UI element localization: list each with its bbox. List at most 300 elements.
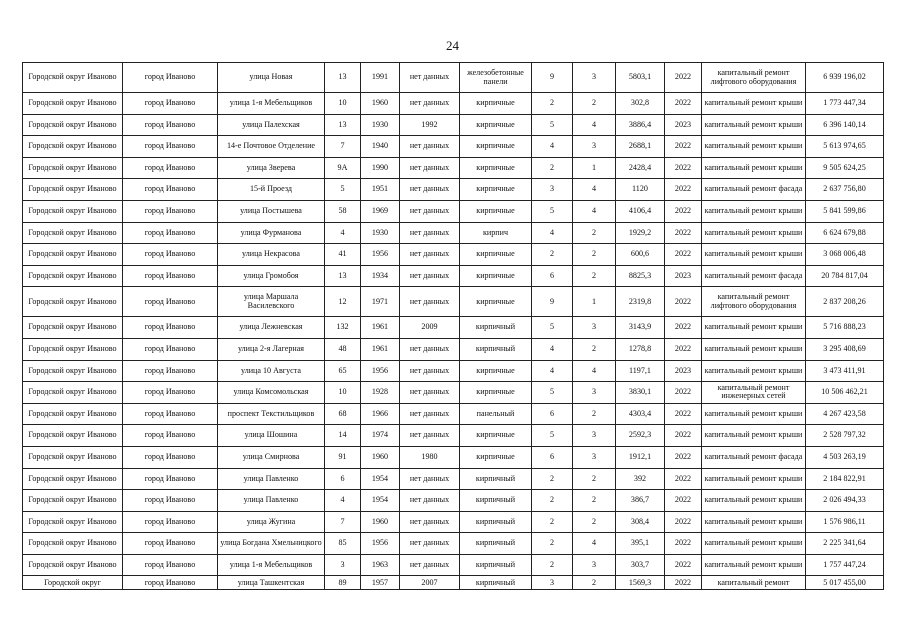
table-row — [23, 265, 884, 287]
okrug-cell: Городской округ Иваново — [23, 200, 123, 222]
work-type-cell: капитальный ремонт фасада — [702, 179, 806, 201]
house-cell: 41 — [325, 244, 361, 266]
area-cell: 2319,8 — [616, 287, 665, 317]
street-cell: улица 2-я Лагерная — [218, 338, 325, 360]
entrances-cell: 2 — [573, 222, 616, 244]
entrances-cell: 4 — [573, 360, 616, 382]
plan-year-cell: 2022 — [665, 511, 702, 533]
entrances-cell: 4 — [573, 533, 616, 555]
cost-cell: 2 528 797,32 — [806, 425, 884, 447]
floors-cell: 9 — [532, 287, 573, 317]
city-cell: город Иваново — [123, 403, 218, 425]
area-cell: 395,1 — [616, 533, 665, 555]
year-renov-cell: нет данных — [400, 244, 460, 266]
work-type-cell: капитальный ремонт крыши — [702, 114, 806, 136]
plan-year-cell: 2023 — [665, 265, 702, 287]
city-cell: город Иваново — [123, 554, 218, 576]
year-built-cell: 1928 — [361, 382, 400, 404]
floors-cell: 3 — [532, 179, 573, 201]
year-built-cell: 1951 — [361, 179, 400, 201]
year-built-cell: 1974 — [361, 425, 400, 447]
cost-cell: 5 716 888,23 — [806, 317, 884, 339]
area-cell: 2428,4 — [616, 157, 665, 179]
street-cell: улица Маршала Василевского — [218, 287, 325, 317]
street-cell: улица Ташкентская — [218, 576, 325, 590]
wall-material-cell: панельный — [460, 403, 532, 425]
okrug-cell: Городской округ Иваново — [23, 533, 123, 555]
floors-cell: 5 — [532, 317, 573, 339]
cost-cell: 1 576 986,11 — [806, 511, 884, 533]
okrug-cell: Городской округ Иваново — [23, 403, 123, 425]
year-renov-cell: нет данных — [400, 403, 460, 425]
street-cell: проспект Текстильщиков — [218, 403, 325, 425]
table-row — [23, 157, 884, 179]
year-renov-cell: нет данных — [400, 468, 460, 490]
plan-year-cell: 2022 — [665, 425, 702, 447]
work-type-cell: капитальный ремонт крыши — [702, 554, 806, 576]
year-renov-cell: нет данных — [400, 136, 460, 158]
area-cell: 2688,1 — [616, 136, 665, 158]
street-cell: улица Комсомольская — [218, 382, 325, 404]
house-cell: 5 — [325, 179, 361, 201]
plan-year-cell: 2022 — [665, 63, 702, 93]
year-renov-cell: 2007 — [400, 576, 460, 590]
cost-cell: 5 017 455,00 — [806, 576, 884, 590]
street-cell: улица Павленко — [218, 490, 325, 512]
plan-year-cell: 2022 — [665, 533, 702, 555]
okrug-cell: Городской округ Иваново — [23, 425, 123, 447]
street-cell: улица Шошина — [218, 425, 325, 447]
table-row — [23, 446, 884, 468]
cost-cell: 6 939 196,02 — [806, 63, 884, 93]
street-cell: 14-е Почтовое Отделение — [218, 136, 325, 158]
house-cell: 48 — [325, 338, 361, 360]
year-built-cell: 1954 — [361, 468, 400, 490]
floors-cell: 4 — [532, 360, 573, 382]
cost-cell: 4 267 423,58 — [806, 403, 884, 425]
wall-material-cell: кирпичные — [460, 93, 532, 115]
cost-cell: 10 506 462,21 — [806, 382, 884, 404]
plan-year-cell: 2022 — [665, 490, 702, 512]
street-cell: улица Палехская — [218, 114, 325, 136]
wall-material-cell: кирпичные — [460, 446, 532, 468]
wall-material-cell: кирпичные — [460, 265, 532, 287]
house-cell: 10 — [325, 93, 361, 115]
street-cell: улица Фурманова — [218, 222, 325, 244]
plan-year-cell: 2022 — [665, 317, 702, 339]
year-renov-cell: нет данных — [400, 222, 460, 244]
cost-cell: 20 784 817,04 — [806, 265, 884, 287]
okrug-cell: Городской округ Иваново — [23, 446, 123, 468]
house-cell: 132 — [325, 317, 361, 339]
house-cell: 4 — [325, 490, 361, 512]
work-type-cell: капитальный ремонт фасада — [702, 446, 806, 468]
area-cell: 1569,3 — [616, 576, 665, 590]
city-cell: город Иваново — [123, 93, 218, 115]
area-cell: 4303,4 — [616, 403, 665, 425]
city-cell: город Иваново — [123, 360, 218, 382]
floors-cell: 5 — [532, 200, 573, 222]
house-cell: 91 — [325, 446, 361, 468]
street-cell: улица Зверева — [218, 157, 325, 179]
cost-cell: 5 613 974,65 — [806, 136, 884, 158]
table-row — [23, 425, 884, 447]
work-type-cell: капитальный ремонт крыши — [702, 511, 806, 533]
plan-year-cell: 2022 — [665, 93, 702, 115]
entrances-cell: 3 — [573, 63, 616, 93]
entrances-cell: 1 — [573, 157, 616, 179]
year-built-cell: 1934 — [361, 265, 400, 287]
wall-material-cell: железобетонные панели — [460, 63, 532, 93]
entrances-cell: 3 — [573, 446, 616, 468]
year-renov-cell: 1992 — [400, 114, 460, 136]
plan-year-cell: 2022 — [665, 179, 702, 201]
year-renov-cell: нет данных — [400, 200, 460, 222]
floors-cell: 5 — [532, 382, 573, 404]
work-type-cell: капитальный ремонт крыши — [702, 403, 806, 425]
entrances-cell: 3 — [573, 382, 616, 404]
work-type-cell: капитальный ремонт крыши — [702, 317, 806, 339]
okrug-cell: Городской округ — [23, 576, 123, 590]
street-cell: улица Громобоя — [218, 265, 325, 287]
okrug-cell: Городской округ Иваново — [23, 179, 123, 201]
plan-year-cell: 2022 — [665, 222, 702, 244]
city-cell: город Иваново — [123, 576, 218, 590]
plan-year-cell: 2022 — [665, 200, 702, 222]
city-cell: город Иваново — [123, 446, 218, 468]
entrances-cell: 3 — [573, 136, 616, 158]
city-cell: город Иваново — [123, 287, 218, 317]
wall-material-cell: кирпичные — [460, 244, 532, 266]
house-cell: 4 — [325, 222, 361, 244]
wall-material-cell: кирпичный — [460, 317, 532, 339]
entrances-cell: 2 — [573, 338, 616, 360]
year-renov-cell: нет данных — [400, 93, 460, 115]
cost-cell: 2 637 756,80 — [806, 179, 884, 201]
cost-cell: 6 624 679,88 — [806, 222, 884, 244]
work-type-cell: капитальный ремонт лифтового оборудования — [702, 63, 806, 93]
work-type-cell: капитальный ремонт крыши — [702, 244, 806, 266]
area-cell: 8825,3 — [616, 265, 665, 287]
area-cell: 2592,3 — [616, 425, 665, 447]
house-cell: 12 — [325, 287, 361, 317]
plan-year-cell: 2023 — [665, 114, 702, 136]
year-renov-cell: нет данных — [400, 490, 460, 512]
house-cell: 7 — [325, 511, 361, 533]
okrug-cell: Городской округ Иваново — [23, 468, 123, 490]
table-row — [23, 490, 884, 512]
floors-cell: 6 — [532, 265, 573, 287]
house-cell: 10 — [325, 382, 361, 404]
wall-material-cell: кирпич — [460, 222, 532, 244]
city-cell: город Иваново — [123, 114, 218, 136]
plan-year-cell: 2022 — [665, 136, 702, 158]
house-cell: 6 — [325, 468, 361, 490]
entrances-cell: 3 — [573, 554, 616, 576]
city-cell: город Иваново — [123, 468, 218, 490]
plan-year-cell: 2022 — [665, 382, 702, 404]
year-renov-cell: 1980 — [400, 446, 460, 468]
okrug-cell: Городской округ Иваново — [23, 287, 123, 317]
city-cell: город Иваново — [123, 490, 218, 512]
table-row — [23, 554, 884, 576]
floors-cell: 3 — [532, 576, 573, 590]
house-cell: 89 — [325, 576, 361, 590]
year-built-cell: 1960 — [361, 446, 400, 468]
floors-cell: 9 — [532, 63, 573, 93]
floors-cell: 2 — [532, 93, 573, 115]
area-cell: 1197,1 — [616, 360, 665, 382]
plan-year-cell: 2022 — [665, 403, 702, 425]
wall-material-cell: кирпичный — [460, 576, 532, 590]
table-row — [23, 114, 884, 136]
area-cell: 302,8 — [616, 93, 665, 115]
area-cell: 4106,4 — [616, 200, 665, 222]
year-built-cell: 1960 — [361, 93, 400, 115]
table-row — [23, 136, 884, 158]
entrances-cell: 2 — [573, 403, 616, 425]
work-type-cell: капитальный ремонт крыши — [702, 222, 806, 244]
plan-year-cell: 2023 — [665, 360, 702, 382]
wall-material-cell: кирпичный — [460, 533, 532, 555]
wall-material-cell: кирпичные — [460, 425, 532, 447]
street-cell: улица 10 Августа — [218, 360, 325, 382]
entrances-cell: 4 — [573, 200, 616, 222]
house-cell: 85 — [325, 533, 361, 555]
year-built-cell: 1971 — [361, 287, 400, 317]
entrances-cell: 2 — [573, 490, 616, 512]
year-renov-cell: нет данных — [400, 338, 460, 360]
okrug-cell: Городской округ Иваново — [23, 157, 123, 179]
city-cell: город Иваново — [123, 425, 218, 447]
wall-material-cell: кирпичные — [460, 136, 532, 158]
wall-material-cell: кирпичные — [460, 382, 532, 404]
work-type-cell: капитальный ремонт крыши — [702, 200, 806, 222]
wall-material-cell: кирпичный — [460, 554, 532, 576]
plan-year-cell: 2022 — [665, 446, 702, 468]
cost-cell: 9 505 624,25 — [806, 157, 884, 179]
house-cell: 14 — [325, 425, 361, 447]
city-cell: город Иваново — [123, 157, 218, 179]
okrug-cell: Городской округ Иваново — [23, 511, 123, 533]
entrances-cell: 3 — [573, 317, 616, 339]
year-built-cell: 1930 — [361, 222, 400, 244]
work-type-cell: капитальный ремонт крыши — [702, 157, 806, 179]
area-cell: 303,7 — [616, 554, 665, 576]
work-type-cell: капитальный ремонт крыши — [702, 136, 806, 158]
street-cell: улица Некрасова — [218, 244, 325, 266]
year-built-cell: 1957 — [361, 576, 400, 590]
okrug-cell: Городской округ Иваново — [23, 136, 123, 158]
cost-cell: 2 837 208,26 — [806, 287, 884, 317]
area-cell: 1120 — [616, 179, 665, 201]
house-cell: 68 — [325, 403, 361, 425]
city-cell: город Иваново — [123, 338, 218, 360]
page-number: 24 — [446, 38, 459, 53]
wall-material-cell: кирпичные — [460, 157, 532, 179]
floors-cell: 2 — [532, 157, 573, 179]
okrug-cell: Городской округ Иваново — [23, 222, 123, 244]
street-cell: улица Постышева — [218, 200, 325, 222]
table-row — [23, 63, 884, 93]
city-cell: город Иваново — [123, 511, 218, 533]
entrances-cell: 2 — [573, 93, 616, 115]
table-row — [23, 468, 884, 490]
house-cell: 13 — [325, 114, 361, 136]
floors-cell: 2 — [532, 533, 573, 555]
entrances-cell: 4 — [573, 179, 616, 201]
work-type-cell: капитальный ремонт лифтового оборудования — [702, 287, 806, 317]
city-cell: город Иваново — [123, 200, 218, 222]
floors-cell: 4 — [532, 338, 573, 360]
year-renov-cell: нет данных — [400, 511, 460, 533]
cost-cell: 4 503 263,19 — [806, 446, 884, 468]
year-built-cell: 1956 — [361, 533, 400, 555]
entrances-cell: 1 — [573, 287, 616, 317]
year-built-cell: 1960 — [361, 511, 400, 533]
entrances-cell: 2 — [573, 244, 616, 266]
area-cell: 1278,8 — [616, 338, 665, 360]
area-cell: 308,4 — [616, 511, 665, 533]
year-renov-cell: нет данных — [400, 179, 460, 201]
year-renov-cell: нет данных — [400, 287, 460, 317]
work-type-cell: капитальный ремонт крыши — [702, 425, 806, 447]
okrug-cell: Городской округ Иваново — [23, 382, 123, 404]
city-cell: город Иваново — [123, 317, 218, 339]
house-cell: 13 — [325, 265, 361, 287]
wall-material-cell: кирпичные — [460, 179, 532, 201]
okrug-cell: Городской округ Иваново — [23, 93, 123, 115]
entrances-cell: 2 — [573, 576, 616, 590]
street-cell: улица Богдана Хмельницкого — [218, 533, 325, 555]
cost-cell: 2 225 341,64 — [806, 533, 884, 555]
plan-year-cell: 2022 — [665, 287, 702, 317]
city-cell: город Иваново — [123, 533, 218, 555]
housing-repair-table — [22, 62, 884, 590]
entrances-cell: 2 — [573, 265, 616, 287]
house-cell: 58 — [325, 200, 361, 222]
year-renov-cell: нет данных — [400, 265, 460, 287]
entrances-cell: 2 — [573, 468, 616, 490]
wall-material-cell: кирпичные — [460, 200, 532, 222]
year-built-cell: 1966 — [361, 403, 400, 425]
entrances-cell: 4 — [573, 114, 616, 136]
table-row — [23, 317, 884, 339]
area-cell: 3886,4 — [616, 114, 665, 136]
area-cell: 3830,1 — [616, 382, 665, 404]
floors-cell: 2 — [532, 244, 573, 266]
okrug-cell: Городской округ Иваново — [23, 360, 123, 382]
table-row — [23, 511, 884, 533]
okrug-cell: Городской округ Иваново — [23, 244, 123, 266]
cost-cell: 3 473 411,91 — [806, 360, 884, 382]
floors-cell: 4 — [532, 222, 573, 244]
street-cell: 15-й Проезд — [218, 179, 325, 201]
street-cell: улица Лежневская — [218, 317, 325, 339]
cost-cell: 3 068 006,48 — [806, 244, 884, 266]
work-type-cell: капитальный ремонт крыши — [702, 490, 806, 512]
floors-cell: 6 — [532, 446, 573, 468]
year-built-cell: 1961 — [361, 317, 400, 339]
house-cell: 3 — [325, 554, 361, 576]
year-built-cell: 1956 — [361, 244, 400, 266]
plan-year-cell: 2022 — [665, 338, 702, 360]
floors-cell: 5 — [532, 114, 573, 136]
cost-cell: 5 841 599,86 — [806, 200, 884, 222]
city-cell: город Иваново — [123, 382, 218, 404]
year-renov-cell: нет данных — [400, 63, 460, 93]
year-built-cell: 1940 — [361, 136, 400, 158]
cost-cell: 3 295 408,69 — [806, 338, 884, 360]
house-cell: 13 — [325, 63, 361, 93]
okrug-cell: Городской округ Иваново — [23, 317, 123, 339]
year-renov-cell: нет данных — [400, 533, 460, 555]
work-type-cell: капитальный ремонт крыши — [702, 468, 806, 490]
okrug-cell: Городской округ Иваново — [23, 63, 123, 93]
floors-cell: 2 — [532, 554, 573, 576]
plan-year-cell: 2022 — [665, 576, 702, 590]
cost-cell: 2 026 494,33 — [806, 490, 884, 512]
street-cell: улица Смирнова — [218, 446, 325, 468]
street-cell: улица 1-я Мебельщиков — [218, 93, 325, 115]
house-cell: 9А — [325, 157, 361, 179]
table-row — [23, 287, 884, 317]
table-row — [23, 179, 884, 201]
area-cell: 3143,9 — [616, 317, 665, 339]
okrug-cell: Городской округ Иваново — [23, 265, 123, 287]
wall-material-cell: кирпичные — [460, 360, 532, 382]
plan-year-cell: 2022 — [665, 468, 702, 490]
work-type-cell: капитальный ремонт крыши — [702, 533, 806, 555]
year-built-cell: 1956 — [361, 360, 400, 382]
area-cell: 1912,1 — [616, 446, 665, 468]
street-cell: улица 1-я Мебельщиков — [218, 554, 325, 576]
floors-cell: 2 — [532, 490, 573, 512]
area-cell: 600,6 — [616, 244, 665, 266]
year-built-cell: 1963 — [361, 554, 400, 576]
area-cell: 386,7 — [616, 490, 665, 512]
year-renov-cell: нет данных — [400, 425, 460, 447]
plan-year-cell: 2022 — [665, 554, 702, 576]
floors-cell: 2 — [532, 468, 573, 490]
cost-cell: 1 773 447,34 — [806, 93, 884, 115]
work-type-cell: капитальный ремонт — [702, 576, 806, 590]
city-cell: город Иваново — [123, 244, 218, 266]
floors-cell: 2 — [532, 511, 573, 533]
table-row — [23, 576, 884, 590]
cost-cell: 6 396 140,14 — [806, 114, 884, 136]
year-built-cell: 1969 — [361, 200, 400, 222]
table-row — [23, 244, 884, 266]
work-type-cell: капитальный ремонт крыши — [702, 338, 806, 360]
year-built-cell: 1990 — [361, 157, 400, 179]
city-cell: город Иваново — [123, 179, 218, 201]
table-row — [23, 533, 884, 555]
house-cell: 65 — [325, 360, 361, 382]
year-built-cell: 1991 — [361, 63, 400, 93]
city-cell: город Иваново — [123, 63, 218, 93]
plan-year-cell: 2022 — [665, 244, 702, 266]
work-type-cell: капитальный ремонт фасада — [702, 265, 806, 287]
city-cell: город Иваново — [123, 265, 218, 287]
floors-cell: 6 — [532, 403, 573, 425]
okrug-cell: Городской округ Иваново — [23, 338, 123, 360]
area-cell: 1929,2 — [616, 222, 665, 244]
area-cell: 392 — [616, 468, 665, 490]
table-row — [23, 338, 884, 360]
wall-material-cell: кирпичные — [460, 114, 532, 136]
floors-cell: 4 — [532, 136, 573, 158]
